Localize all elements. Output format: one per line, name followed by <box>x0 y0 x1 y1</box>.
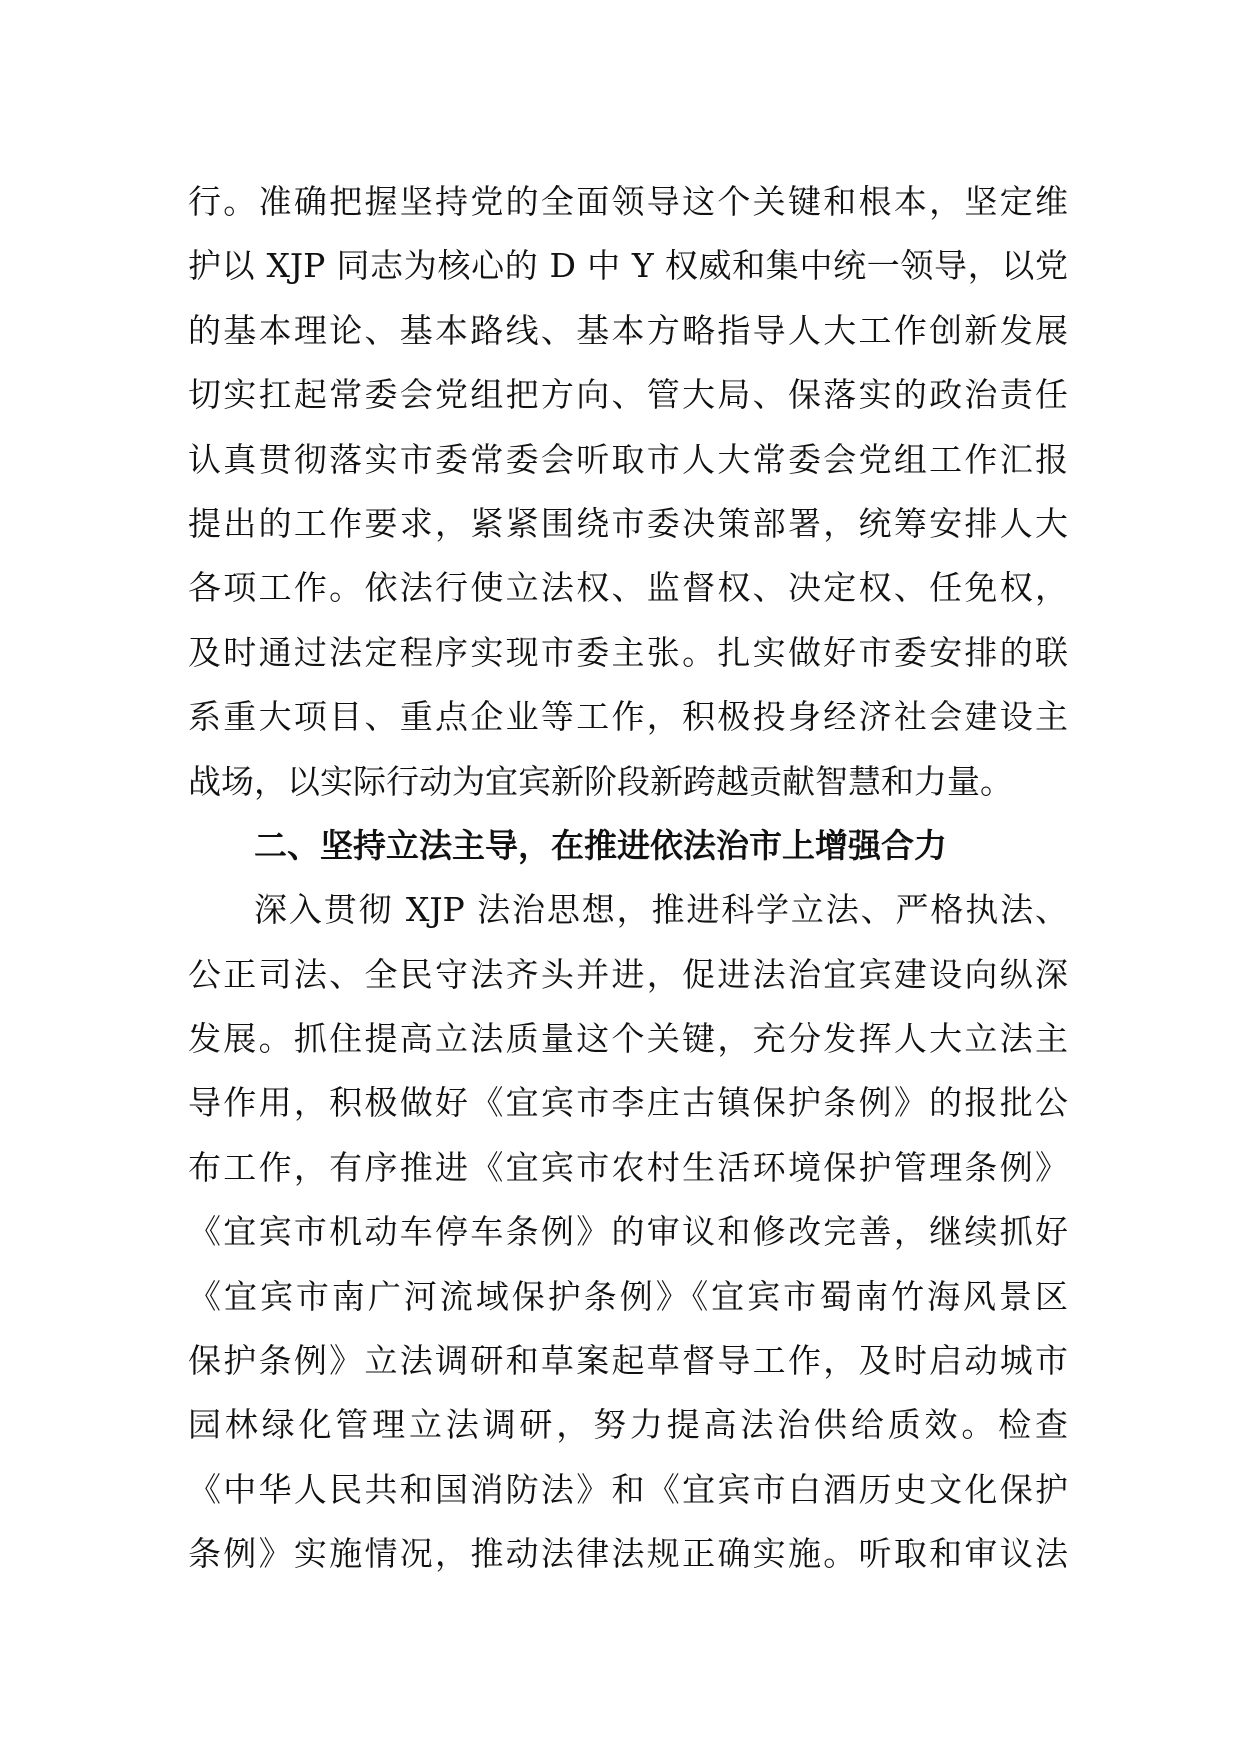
paragraph-line: 各项工作。依法行使立法权、监督权、决定权、任免权， <box>188 568 1068 608</box>
paragraph-line: 导作用，积极做好《宜宾市李庄古镇保护条例》的报批公 <box>188 1083 1068 1123</box>
document-body <box>188 170 1068 1587</box>
paragraph-line: 战场，以实际行动为宜宾新阶段新跨越贡献智慧和力量。 <box>188 761 1013 801</box>
paragraph-line: 行。准确把握坚持党的全面领导这个关键和根本，坚定维 <box>188 182 1068 221</box>
paragraph-line: 及时通过法定程序实现市委主张。扎实做好市委安排的联 <box>188 632 1068 672</box>
paragraph-line: 条例》实施情况，推动法律法规正确实施。听取和审议法 <box>188 1534 1068 1574</box>
paragraph-line: 《中华人民共和国消防法》和《宜宾市白酒历史文化保护 <box>188 1469 1068 1509</box>
paragraph-line: 的基本理论、基本路线、基本方略指导人大工作创新发展 <box>188 310 1068 350</box>
paragraph-line: 园林绿化管理立法调研，努力提高法治供给质效。检查 <box>188 1405 1068 1445</box>
paragraph-line: 护以 XJP 同志为核心的 D 中 Y 权威和集中统一领导，以党 <box>188 246 1068 286</box>
paragraph-line: 提出的工作要求，紧紧围绕市委决策部署，统筹安排人大 <box>188 503 1068 543</box>
paragraph-line: 布工作，有序推进《宜宾市农村生活环境保护管理条例》 <box>188 1147 1068 1187</box>
paragraph-line: 《宜宾市机动车停车条例》的审议和修改完善，继续抓好 <box>188 1212 1068 1252</box>
paragraph-line: 系重大项目、重点企业等工作，积极投身经济社会建设主 <box>188 697 1068 737</box>
paragraph-line: 发展。抓住提高立法质量这个关键，充分发挥人大立法主 <box>188 1019 1068 1059</box>
paragraph-line: 公正司法、全民守法齐头并进，促进法治宜宾建设向纵深 <box>188 954 1068 994</box>
section-heading: 二、坚持立法主导，在推进依法治市上增强合力 <box>254 825 947 865</box>
paragraph-line: 深入贯彻 XJP 法治思想，推进科学立法、严格执法、 <box>254 890 1068 930</box>
paragraph-line: 认真贯彻落实市委常委会听取市人大常委会党组工作汇报 <box>188 439 1068 479</box>
paragraph-line: 切实扛起常委会党组把方向、管大局、保落实的政治责任 <box>188 375 1068 415</box>
paragraph-line: 《宜宾市南广河流域保护条例》《宜宾市蜀南竹海风景区 <box>188 1276 1068 1316</box>
paragraph-line: 保护条例》立法调研和草案起草督导工作，及时启动城市 <box>188 1341 1068 1381</box>
